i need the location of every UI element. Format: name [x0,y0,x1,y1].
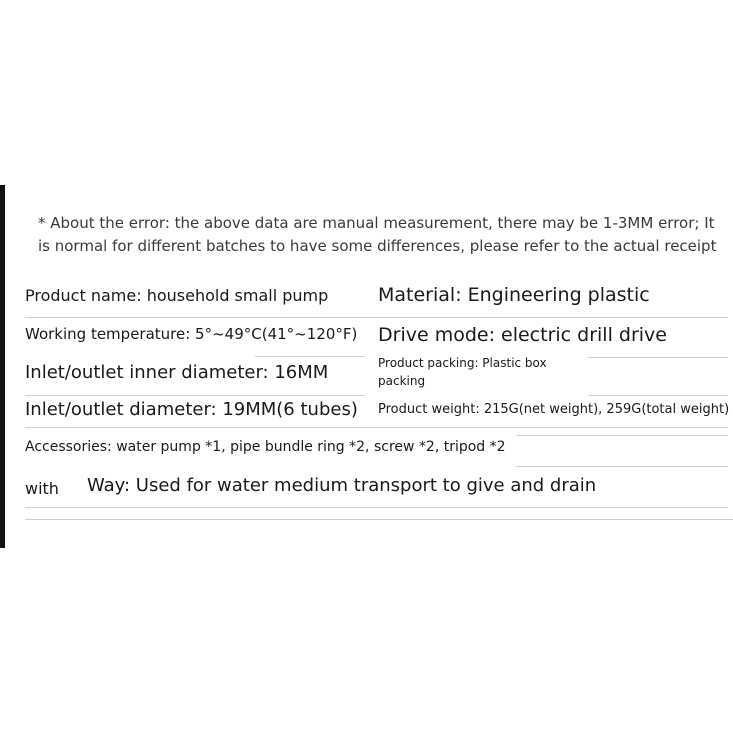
usage: Way: Used for water medium transport to give and drain [87,475,597,496]
error-note-line-1: * About the error: the above data are manual measurement, there may be 1-3MM error; It [38,214,715,232]
left-edge-bar [0,185,5,548]
material: Material: Engineering plastic [378,284,650,306]
row-divider-2b [588,357,728,358]
row-divider-1 [25,317,728,318]
row-divider-4 [25,427,728,428]
working-temperature: Working temperature: 5°~49°C(41°~120°F) [25,325,358,343]
row-divider-3b [588,395,728,396]
drive-mode: Drive mode: electric drill drive [378,324,667,346]
bottom-rule [25,519,733,520]
error-note [38,212,718,258]
product-packing-line-2: packing [378,374,426,388]
row-divider-2a [255,356,365,357]
row-divider-5 [516,466,728,467]
row-divider-6 [25,507,728,508]
accessories: Accessories: water pump *1, pipe bundle ring *2, screw *2, tripod *2 [25,439,506,455]
error-note-line-2: is normal for different batches to have some differences, please refer to the actual receipt [38,237,717,255]
product-packing [378,354,547,390]
product-packing-line-1: Product packing: Plastic box [378,356,547,370]
usage-prefix: with [25,479,59,498]
row-divider-3a [25,395,365,396]
outer-diameter: Inlet/outlet diameter: 19MM(6 tubes) [25,399,358,420]
inner-diameter: Inlet/outlet inner diameter: 16MM [25,362,329,383]
row-divider-4b [516,435,728,436]
product-name: Product name: household small pump [25,286,329,305]
product-weight: Product weight: 215G(net weight), 259G(total weight) [378,402,730,417]
